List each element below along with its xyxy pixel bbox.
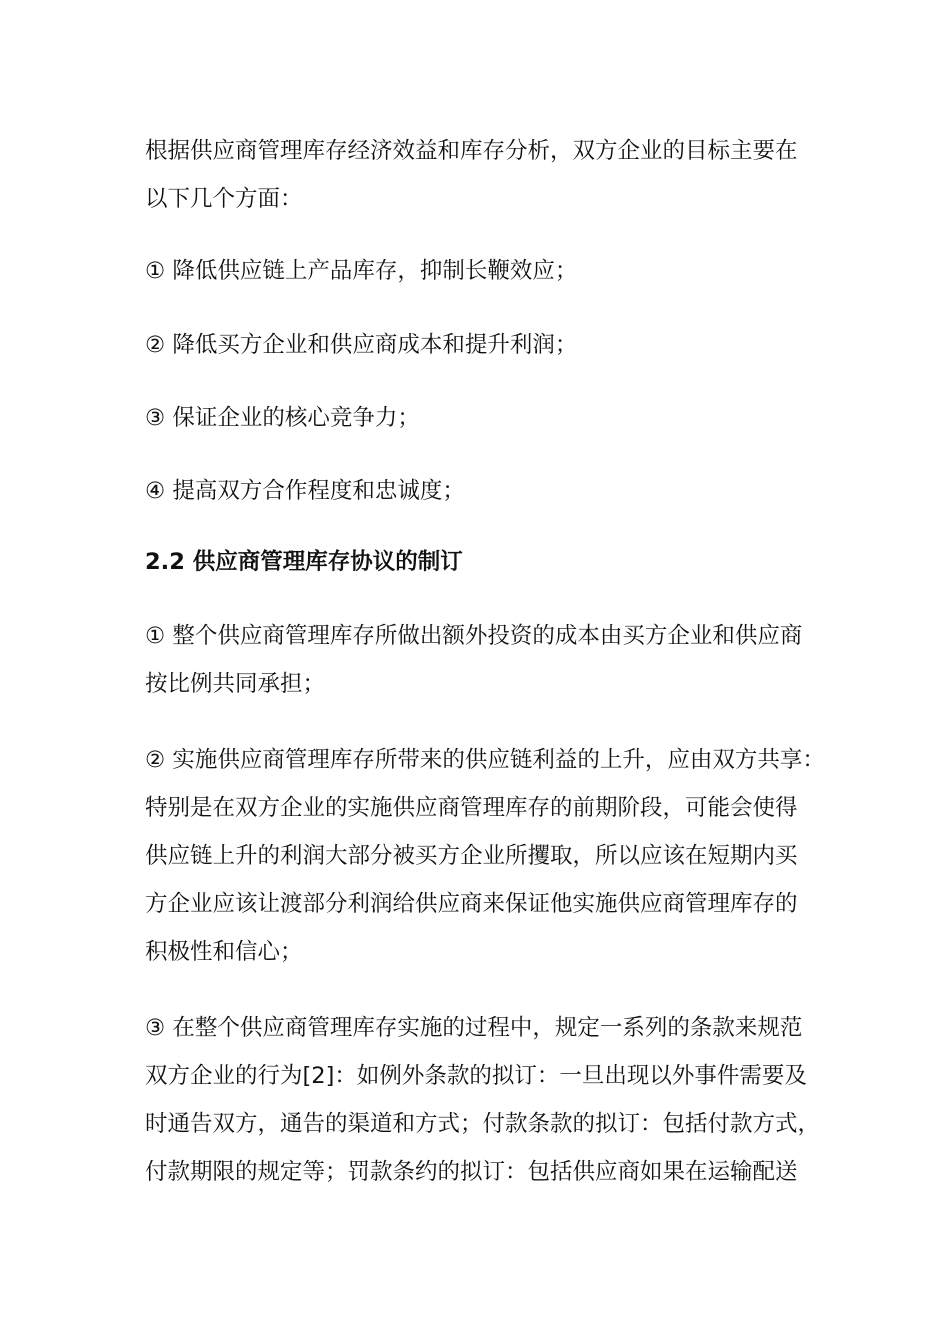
intro-line: 以下几个方面： [145, 186, 303, 212]
goal-line: ④ 提高双方合作程度和忠诚度； [145, 478, 465, 504]
paragraph-line: 时通告双方，通告的渠道和方式；付款条款的拟订：包括付款方式， [145, 1111, 821, 1137]
goal-item-2 [145, 321, 810, 369]
paragraph-line: 按比例共同承担； [145, 671, 326, 697]
paragraph-line: 方企业应该让渡部分利润给供应商来保证他实施供应商管理库存的 [145, 891, 798, 917]
goal-line: ② 降低买方企业和供应商成本和提升利润； [145, 332, 578, 358]
goal-line: ① 降低供应链上产品库存，抑制长鞭效应； [145, 258, 578, 284]
agreement-item-2 [145, 736, 825, 976]
goal-item-1 [145, 247, 810, 295]
goal-item-4 [145, 467, 810, 515]
paragraph-line: 特别是在双方企业的实施供应商管理库存的前期阶段，可能会使得 [145, 795, 798, 821]
paragraph-line: 付款期限的规定等；罚款条约的拟订：包括供应商如果在运输配送 [145, 1159, 798, 1185]
paragraph-line: ② 实施供应商管理库存所带来的供应链利益的上升，应由双方共享： [145, 747, 825, 773]
paragraph-line: ③ 在整个供应商管理库存实施的过程中，规定一系列的条款来规范 [145, 1015, 803, 1041]
agreement-item-1 [145, 612, 810, 708]
paragraph-line: 双方企业的行为[2]：如例外条款的拟订：一旦出现以外事件需要及 [145, 1063, 807, 1089]
goal-line: ③ 保证企业的核心竞争力； [145, 405, 420, 431]
paragraph-line: 供应链上升的利润大部分被买方企业所攫取，所以应该在短期内买 [145, 843, 798, 869]
agreement-item-3 [145, 1004, 821, 1196]
paragraph-line: ① 整个供应商管理库存所做出额外投资的成本由买方企业和供应商 [145, 623, 803, 649]
goal-item-3 [145, 394, 810, 442]
paragraph-line: 积极性和信心； [145, 939, 303, 965]
section-heading [145, 538, 810, 586]
intro-line: 根据供应商管理库存经济效益和库存分析，双方企业的目标主要在 [145, 138, 798, 164]
section-heading-text: 2.2 供应商管理库存协议的制订 [145, 549, 463, 575]
intro-paragraph [145, 127, 810, 223]
